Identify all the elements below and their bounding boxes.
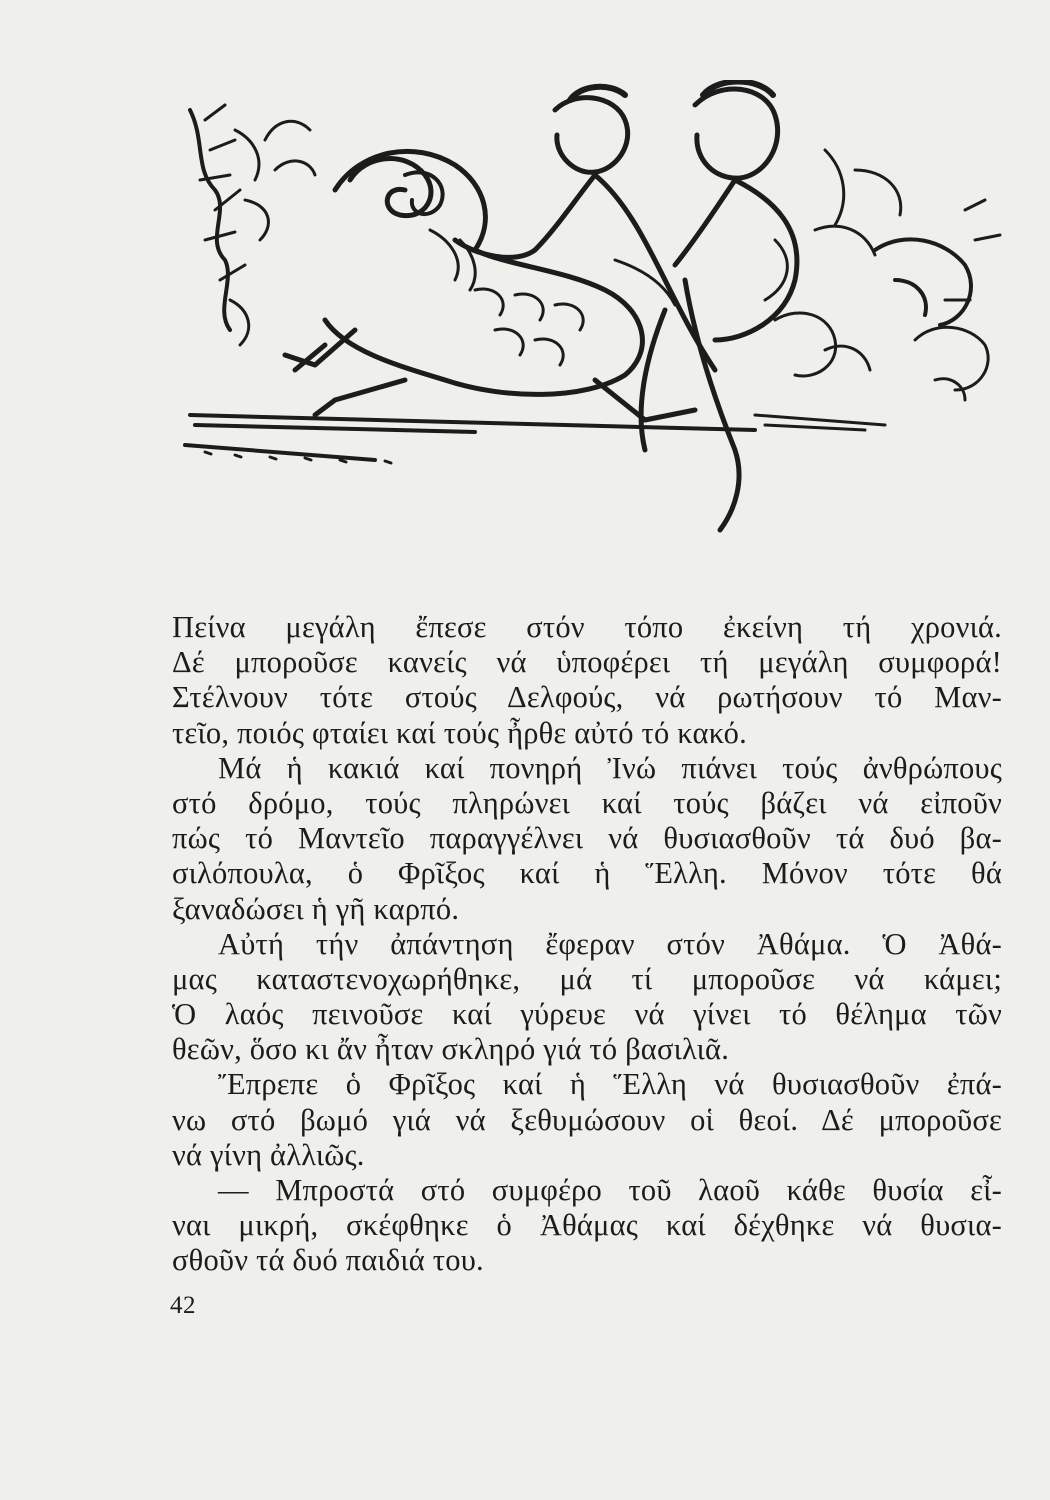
text-line: πώς τό Μαντεῖο παραγγέλνει νά θυσιασθοῦν τά δυό βα- [172, 821, 1002, 856]
ink-illustration-ram-and-children [175, 80, 1015, 540]
text-line: Μά ἡ κακιά καί πονηρή Ἰνώ πιάνει τούς ἀνθρώπους [218, 750, 1002, 785]
text-line: σθοῦν τά δυό παιδιά του. [172, 1243, 484, 1278]
text-line: Αὐτή τήν ἀπάντηση ἔφεραν στόν Ἀθάμα. Ὁ Ἀθά- [218, 926, 1002, 961]
text-line: Δέ μποροῦσε κανείς νά ὑποφέρει τή μεγάλη συμφορά! [172, 645, 1002, 680]
text-line: στό δρόμο, τούς πληρώνει καί τούς βάζει νά εἰποῦν [172, 785, 1002, 820]
text-line: ναι μικρή, σκέφθηκε ὁ Ἀθάμας καί δέχθηκε νά θυσια- [172, 1208, 1002, 1243]
text-line: Ἔπρεπε ὁ Φρῖξος καί ἡ Ἕλλη νά θυσιασθοῦν ἐπά- [218, 1067, 1002, 1102]
text-line: Ὁ λαός πεινοῦσε καί γύρευε νά γίνει τό θέλημα τῶν [172, 997, 1002, 1032]
page-number: 42 [170, 1292, 196, 1319]
text-line: τεῖο, ποιός φταίει καί τούς ἦρθε αὐτό τό κακό. [172, 715, 747, 750]
text-line: Στέλνουν τότε στούς Δελφούς, νά ρωτήσουν τό Μαν- [172, 680, 1002, 715]
illustration-drawing [175, 80, 1015, 540]
text-line: — Μπροστά στό συμφέρο τοῦ λαοῦ κάθε θυσία εἶ- [218, 1173, 1002, 1207]
text-line: νά γίνη ἀλλιῶς. [172, 1137, 365, 1172]
text-line: σιλόπουλα, ὁ Φρῖξος καί ἡ Ἕλλη. Μόνον τότε θά [172, 856, 1002, 891]
text-line: νω στό βωμό γιά νά ξεθυμώσουν οἱ θεοί. Δέ μποροῦσε [172, 1102, 1002, 1137]
story-text [172, 610, 1002, 1279]
text-line: ξαναδώσει ἡ γῆ καρπό. [172, 891, 460, 926]
text-line: μας καταστενοχωρήθηκε, μά τί μποροῦσε νά κάμει; [172, 961, 1002, 996]
text-line: θεῶν, ὅσο κι ἄν ἦταν σκληρό γιά τό βασιλιᾶ. [172, 1032, 730, 1067]
text-line: Πείνα μεγάλη ἔπεσε στόν τόπο ἐκείνη τή χρονιά. [172, 610, 1002, 644]
